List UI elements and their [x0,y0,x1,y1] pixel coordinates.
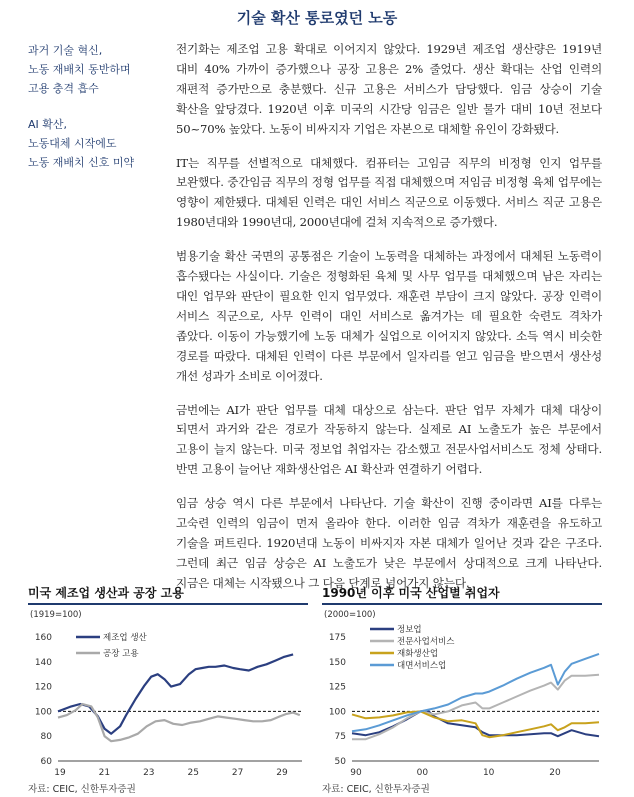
sidebar-line: 노동대체 시작에도 [28,137,117,150]
y-tick-label: 50 [334,757,346,767]
x-tick-label: 19 [54,768,66,778]
paragraph: 임금 상승 역시 다른 부문에서 나타난다. 기술 확산이 진행 중이라면 AI를 다루는 고숙련 인력의 임금이 먼저 올라야 한다. 이러한 임금 격차가 재훈련을 유도하고 기술을 퍼트린다. 1920년대 노동이 비싸지자 자본 대체가 일어난 것과 같은 구조다. 그런데 최근 임금 상승은 AI 노출도가 낮은 부문에서 상대적으로 크게 나타난다. 지금은 대체는 시작됐으나 그 다음 단계로 넘어가지 않는다. [176,496,602,590]
x-tick-label: 00 [416,768,429,778]
legend-label: 대면서비스업 [397,661,447,671]
x-tick-label: 29 [276,768,288,778]
legend-label: 정보업 [397,625,422,635]
sidebar-line: 노동 재배치 동반하며 [28,63,131,76]
sidebar-note-1 [28,41,168,98]
chart-source: 자료: CEIC, 신한투자증권 [28,784,136,795]
y-tick-label: 100 [328,707,346,718]
y-tick-label: 60 [40,757,52,767]
y-tick-label: 160 [34,633,52,643]
chart-industry-plot [322,605,602,781]
y-tick-label: 80 [40,732,52,743]
legend-label: 제조업 생산 [103,633,147,643]
chart-source: 자료: CEIC, 신한투자증권 [322,784,430,795]
paragraph: 금번에는 AI가 판단 업무를 대체 대상으로 삼는다. 판단 업무 자체가 대체 대상이 되면서 과거와 같은 경로가 작동하지 않는다. 실제로 AI 노출도가 높은 부문에서 고용이 늘지 않는다. 미국 정보업 취업자는 감소했고 전문사업서비스도 정체 상태다. 반면 고용이 늘어난 재화생산업은 AI 확산과 연결하기 어렵다. [176,402,602,477]
body-text [176,40,602,608]
y-tick-label: 175 [328,633,346,643]
x-tick-label: 25 [187,768,199,778]
series-line [58,704,300,741]
paragraph: 전기화는 제조업 고용 확대로 이어지지 않았다. 1929년 제조업 생산량은 1919년 대비 40% 가까이 증가했으나 공장 고용은 2% 줄었다. 생산 확대는 산업 인력의 재편적 증가만으로 충분했다. 신규 고용은 서비스가 담당했다. 임금 상승이 기술 확산을 앞당겼다. 1920년 이후 미국의 시간당 임금은 일반 물가 대비 10년 전보다 50~70% 높았다. 노동이 비싸지자 기업은 자본으로 대체할 유인이 강화됐다. [176,42,602,136]
legend-label: 전문사업서비스 [397,637,455,647]
x-tick-label: 20 [549,768,561,778]
x-tick-label: 90 [350,768,362,778]
x-tick-label: 27 [231,768,244,778]
paragraph: IT는 직무를 선별적으로 대체했다. 컴퓨터는 고임금 직무의 비정형 인지 업무를 보완했다. 중간임금 직무의 정형 업무를 직접 대체했으며 저임금 비정형 육체 업무에는 영향이 제한됐다. 대체된 인력은 대인 서비스 직군으로 이동했다. 서비스 직군 고용은 1980년대와 1990년대, 2000년대에 걸쳐 지속적으로 증가했다. [176,155,602,230]
y-tick-label: 100 [34,707,52,718]
sidebar-line: AI 확산, [28,118,68,131]
chart-manufacturing [28,583,308,793]
sidebar-line: 노동 재배치 신호 미약 [28,156,135,169]
chart-title: 미국 제조업 생산과 공장 고용 [28,583,308,605]
legend-label: 공장 고용 [103,649,139,659]
sidebar-note-2 [28,115,168,172]
chart-manufacturing-plot [28,605,308,781]
y-tick-label: 140 [34,657,52,668]
x-tick-label: 21 [98,768,111,778]
y-tick-label: 120 [34,682,52,693]
chart-industry-employment [322,583,602,793]
paragraph: 범용기술 확산 국면의 공통점은 기술이 노동력을 대체하는 과정에서 대체된 노동력이 흡수됐다는 사실이다. 기술은 정형화된 육체 및 사무 업무를 대체했으며 남은 자리는 대인 업무와 판단이 필요한 인지 업무였다. 재훈련 부담이 크지 않았다. 공장 인력이 서비스 직군으로, 사무 인력이 대인 서비스로 옮겨가는 데 필요한 숙련도 격차가 좁았다. 이동이 가능했기에 노동 대체가 실업으로 이어지지 않았다. 소득 역시 비슷한 경로를 따랐다. 대체된 인력이 다른 부문에서 일자리를 얻고 임금을 받으면서 생산성 개선 성과가 소비로 이어졌다. [176,249,602,383]
x-tick-label: 23 [143,768,155,778]
legend-label: 재화생산업 [397,649,439,659]
chart-title: 1990년 이후 미국 산업별 취업자 [322,583,602,605]
y-tick-label: 125 [328,682,346,693]
chart-unit-label: (2000=100) [324,610,376,620]
chart-unit-label: (1919=100) [30,610,82,620]
page-title: 기술 확산 통로였던 노동 [236,9,398,27]
sidebar-line: 고용 충격 흡수 [28,82,99,95]
x-tick-label: 10 [482,768,495,778]
sidebar-line: 과거 기술 혁신, [28,44,103,57]
y-tick-label: 75 [334,732,346,743]
y-tick-label: 150 [328,657,346,668]
